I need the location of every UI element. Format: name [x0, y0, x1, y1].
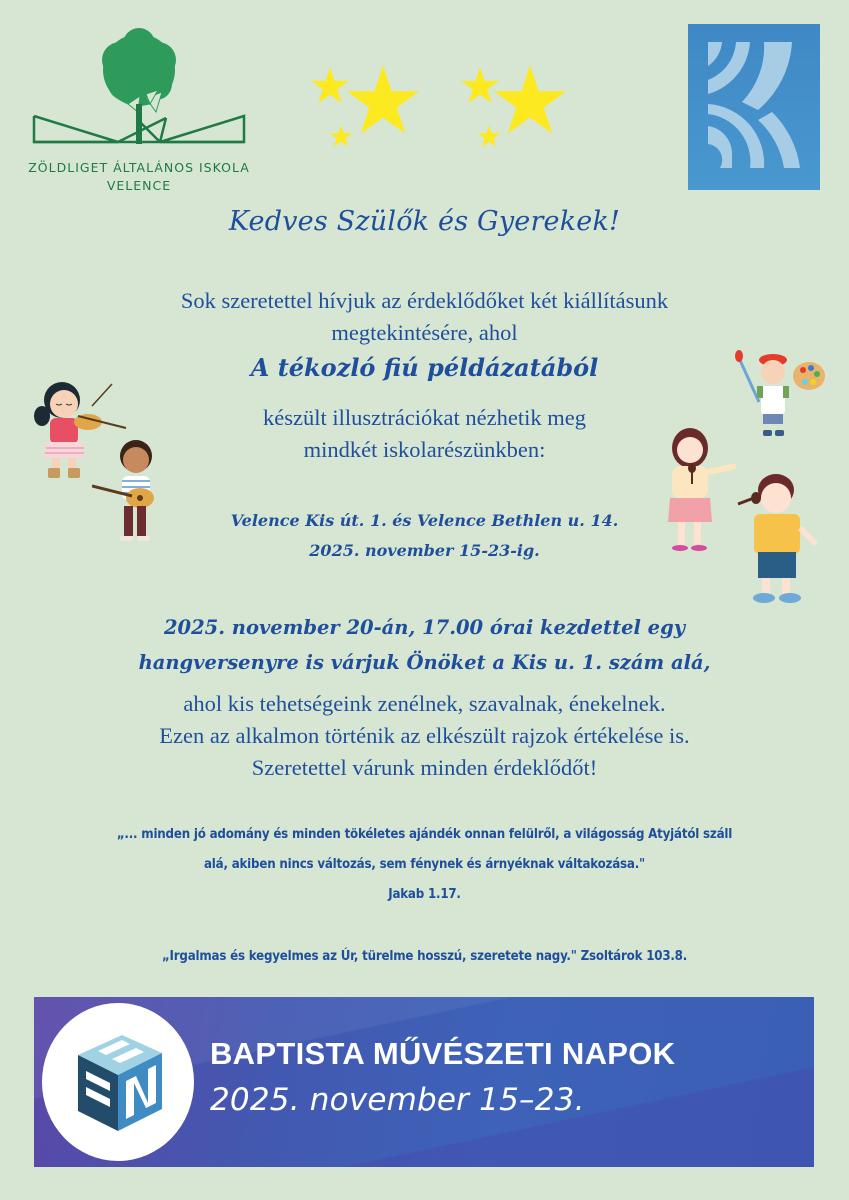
intro-line: Sok szeretettel hívjuk az érdeklődőket két kiállításunk: [180, 288, 669, 313]
bmn-cube-icon: [70, 1031, 166, 1135]
star-icon: [330, 125, 353, 147]
concert-line: Ezen az alkalmon történik az elkészült rajzok értékelése is.: [159, 723, 690, 748]
star-icon: [478, 125, 501, 147]
concert-line: 2025. november 20-án, 17.00 órai kezdettel egy: [163, 616, 686, 639]
star-icon: [461, 67, 499, 103]
bible-verse: „... minden jó adomány és minden tökéletes ajándék onnan felülről, a világosság Atyjától száll: [116, 827, 733, 842]
intro-line: készült illusztrációkat nézhetik meg: [262, 405, 586, 430]
stars-decoration: [305, 60, 585, 160]
bible-verse: alá, akiben nincs változás, sem fénynek és árnyéknak váltakozása.": [203, 857, 645, 872]
singing-boy-illustration: [732, 468, 824, 608]
boy-guitar-illustration: [92, 436, 167, 548]
k-logo-icon: [688, 24, 820, 190]
event-banner: [34, 997, 814, 1167]
school-city: VELENCE: [106, 178, 172, 193]
venue-address: Velence Kis út. 1. és Velence Bethlen u. 14.: [230, 511, 619, 530]
banner-dates: 2025. november 15–23.: [210, 1082, 585, 1118]
school-name: ZÖLDLIGET ÁLTALÁNOS ISKOLA: [28, 160, 250, 175]
bmn-logo: [42, 1003, 194, 1161]
parable-title: A tékozló fiú példázatából: [250, 353, 599, 382]
concert-line: hangversenyre is várjuk Önöket a Kis u. 1. szám alá,: [138, 651, 711, 674]
school-logo: [28, 22, 250, 194]
star-icon: [494, 65, 566, 134]
greeting-heading: Kedves Szülők és Gyerekek!: [228, 206, 621, 237]
verse-reference: Jakab 1.17.: [388, 887, 461, 902]
k-logo: [688, 24, 820, 190]
painter-boy-illustration: [733, 350, 833, 440]
banner-title: BAPTISTA MŰVÉSZETI NAPOK: [210, 1036, 676, 1071]
concert-line: Szeretettel várunk minden érdeklődőt!: [251, 755, 598, 780]
bible-verse: „Irgalmas és kegyelmes az Úr, türelme hosszú, szeretete nagy." Zsoltárok 103.8.: [161, 949, 688, 964]
exhibition-dates: 2025. november 15-23-ig.: [309, 541, 540, 560]
star-icon: [347, 65, 419, 134]
star-icon: [311, 67, 349, 103]
concert-line: ahol kis tehetségeink zenélnek, szavalnak, énekelnek.: [183, 691, 666, 716]
tree-logo-icon: [28, 22, 250, 162]
intro-line: megtekintésére, ahol: [331, 320, 518, 345]
intro-line: mindkét iskolarészünkben:: [303, 437, 546, 462]
